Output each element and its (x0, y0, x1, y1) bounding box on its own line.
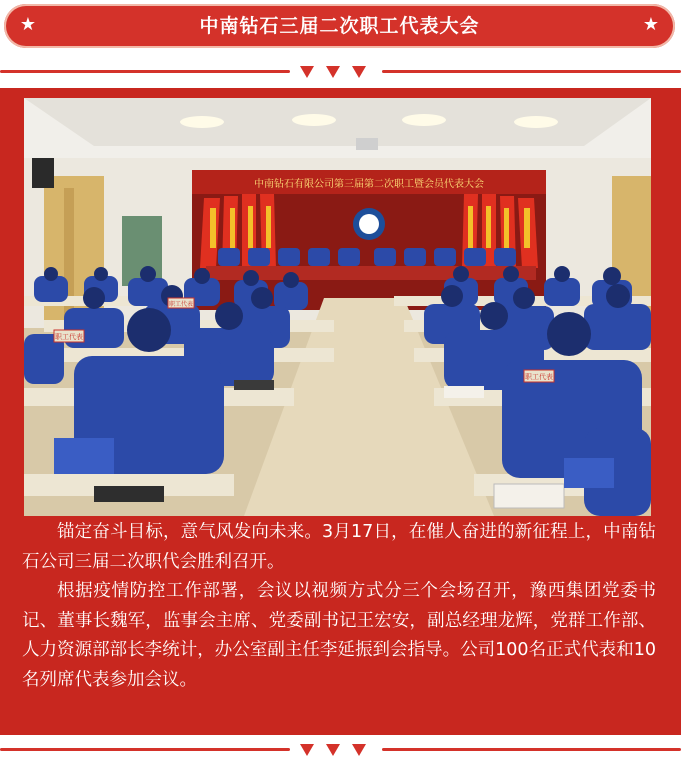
divider-line (0, 748, 290, 751)
triangle-icon (352, 744, 366, 756)
nameplate-text: 职工代表 (525, 373, 553, 381)
stage-banner-text: 中南钻石有限公司第三届第二次职工暨会员代表大会 (254, 179, 484, 190)
top-divider (0, 64, 681, 84)
title-banner (4, 4, 675, 48)
content-panel (0, 88, 681, 735)
bottom-divider (0, 742, 681, 762)
star-icon: ★ (19, 14, 37, 35)
star-icon: ★ (642, 14, 660, 35)
meeting-photo (24, 98, 651, 516)
triangle-icon (300, 66, 314, 78)
divider-line (382, 748, 681, 751)
triangle-icon (326, 66, 340, 78)
divider-line (0, 70, 290, 73)
divider-line (382, 70, 681, 73)
triangle-icon (326, 744, 340, 756)
article-body (22, 518, 656, 696)
triangle-icon (300, 744, 314, 756)
triangle-icon (352, 66, 366, 78)
paragraph: 根据疫情防控工作部署，会议以视频方式分三个会场召开，豫西集团党委书记、董事长魏军，监事会主席、党委副书记王宏安，副总经理龙辉，党群工作部、人力资源部部长李统计，办公室副主任李延振到会指导。公司100名正式代表和10名列席代表参加会议。 (22, 581, 656, 690)
nameplate-text: 职工代表 (55, 333, 83, 341)
paragraph: 锚定奋斗目标，意气风发向未来。3月17日，在催人奋进的新征程上，中南钻石公司三届二次职代会胜利召开。 (22, 522, 656, 572)
page-title: 中南钻石三届二次职工代表大会 (199, 15, 480, 37)
nameplate-text: 职工代表 (168, 301, 194, 308)
